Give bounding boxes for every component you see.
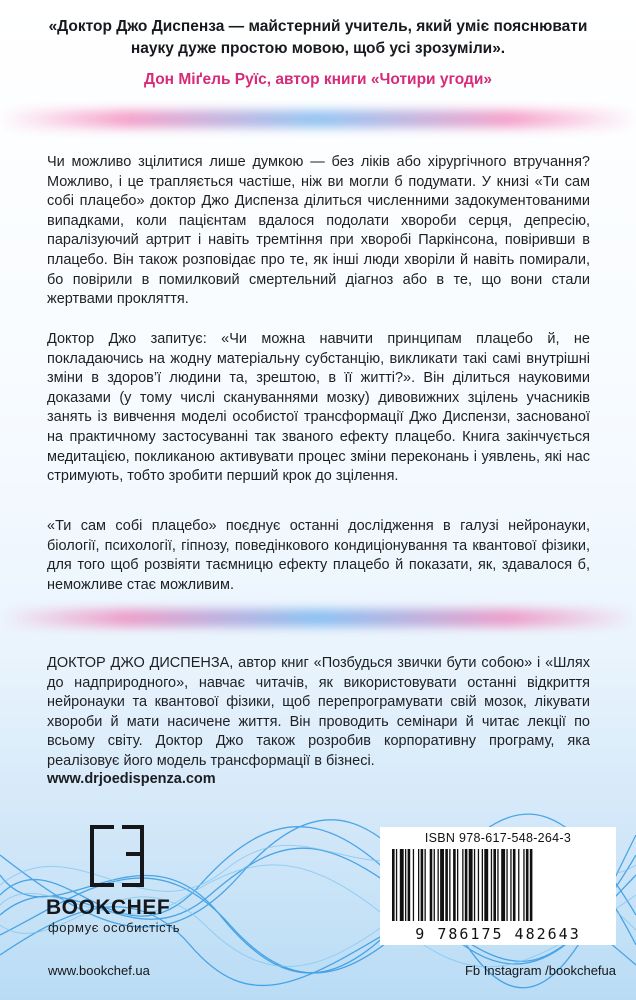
description-paragraph: Доктор Джо запитує: «Чи можна навчити принципам плацебо й, не покладаючись на жодну матеріальну субстанцію, викликати такі самі внутрішні зміни в здоров’ї людини та, зрештою, в її житті?». Він ділиться науковими доказами (у тому числі скануваннями мозку) дивовижних зцілень учасників занять із вивчення моделі особистої трансформації Джо Диспензи, заснованої на практичному застосуванні так званого ефекту плацебо. Книга закінчується медитацією, покликаною активувати процес зміни переконань і уявлень, які нас стримують, тобто зробити перший крок до зцілення. [47, 331, 590, 485]
publisher-tagline: формує особистість [48, 920, 181, 935]
publisher-name: BOOKCHEF [46, 896, 171, 919]
isbn-label: ISBN 978-617-548-264-3 [424, 831, 572, 845]
author-bio: ДОКТОР ДЖО ДИСПЕНЗА, автор книг «Позбудься звички бути собою» і «Шлях до надприродного», навчає читачів, як використовувати останні відкриття нейронауки та квантової фізики, щоб перепрограмувати свій мозок, лікувати хвороби й мати насичене життя. Він проводить семінари й читає лекції по всьому світу. Доктор Джо також розробив корпоративну програму, яка реалізовує його модель трансформації в бізнесі. [47, 655, 590, 769]
decorative-blur-strip [0, 609, 636, 627]
quote-author: Дон Міґель Руїс, автор книги «Чотири угоди» [143, 71, 493, 88]
bookchef-logo-mark [88, 824, 152, 888]
publisher-social: Fb Instagram /bookchefua [464, 963, 616, 978]
barcode [390, 849, 606, 923]
decorative-blur-strip [0, 110, 636, 128]
quote-text: «Доктор Джо Диспенза — майстерний учитель, який уміє пояснювати науку дуже простою мовою, щоб усі зрозуміли». [48, 18, 588, 57]
author-website: www.drjoedispenza.com [47, 771, 216, 787]
barcode-digits: 9 786175 482643 [415, 925, 581, 943]
publisher-website: www.bookchef.ua [48, 963, 150, 978]
isbn-block [380, 827, 616, 945]
description-paragraph: Чи можливо зцілитися лише думкою — без ліків або хірургічного втручання? Можливо, і це трапляється частіше, ніж ви могли б подумати. У книзі «Ти сам собі плацебо» доктор Джо Диспенза ділиться численними задокументованими випадками, коли пацієнтам вдалося подолати хвороби серця, депресію, паралізуючий артрит і навіть тремтіння при хворобі Паркінсона, повіривши в плацебо. Він також розповідає про те, як інші люди хворіли й навіть помирали, бо повірили в помилковий смертельний діагноз або в те, що вони стали жертвами прокляття. [47, 154, 590, 308]
description-paragraph: «Ти сам собі плацебо» поєднує останні дослідження в галузі нейронауки, біології, психології, гіпнозу, поведінкового кондиціонування та квантової фізики, для того щоб розвіяти таємницю ефекту плацебо й показати, як, здавалося б, неможливе стає можливим. [47, 518, 590, 593]
